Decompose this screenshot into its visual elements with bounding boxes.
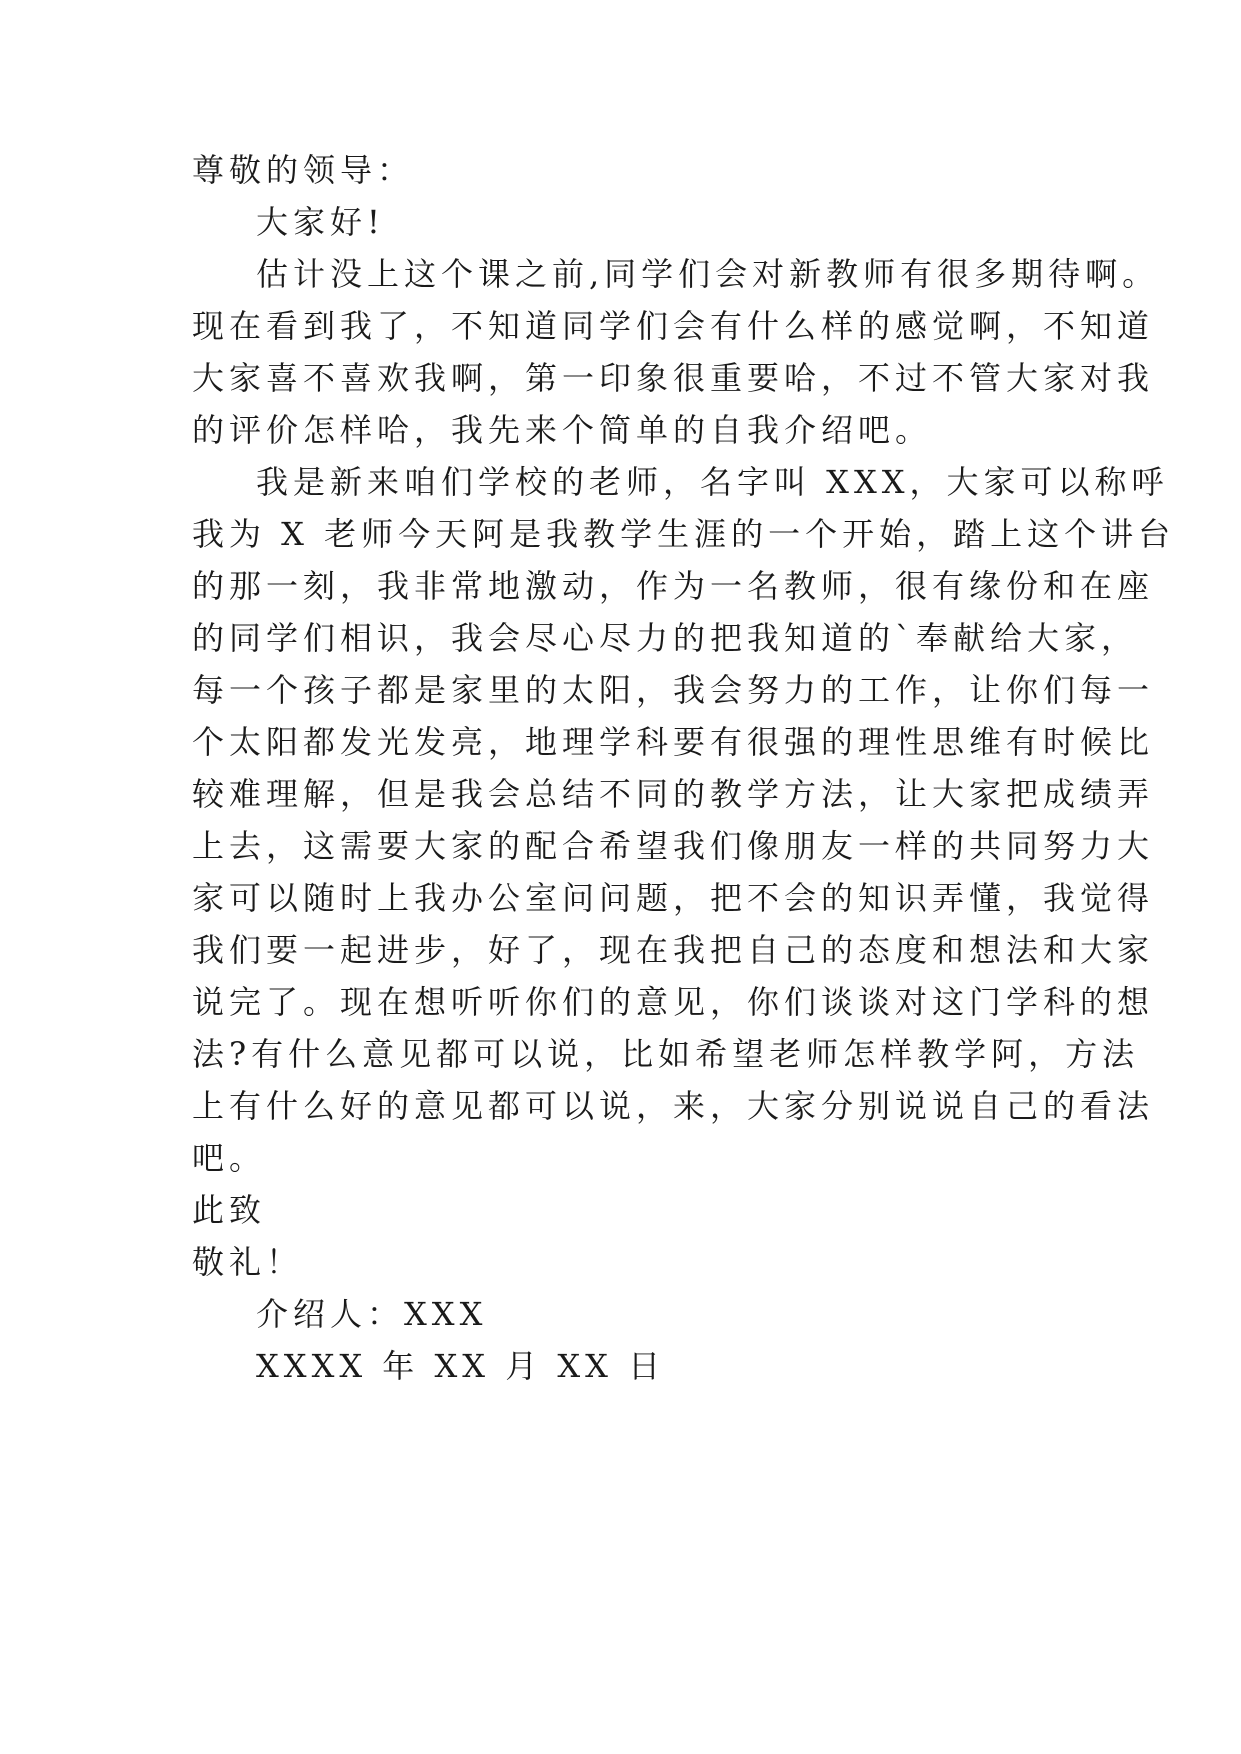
salutation: 尊敬的领导： [192, 151, 415, 189]
paragraph-2-line-4: 的同学们相识，我会尽心尽力的把我知道的`奉献给大家， [192, 619, 1139, 657]
paragraph-2-line-9: 家可以随时上我办公室问问题，把不会的知识弄懂，我觉得 [192, 879, 1155, 917]
closing-jing-li: 敬礼！ [192, 1243, 304, 1281]
paragraph-2-line-3: 的那一刻，我非常地激动，作为一名教师，很有缘份和在座 [192, 567, 1155, 605]
paragraph-2-line-7: 较难理解，但是我会总结不同的教学方法，让大家把成绩弄 [192, 775, 1155, 813]
paragraph-1-line-4: 的评价怎样哈，我先来个简单的自我介绍吧。 [192, 411, 933, 449]
paragraph-1-line-1: 估计没上这个课之前,同学们会对新教师有很多期待啊。 [256, 255, 1160, 293]
paragraph-2-line-8: 上去，这需要大家的配合希望我们像朋友一样的共同努力大 [192, 827, 1155, 865]
paragraph-1-line-3: 大家喜不喜欢我啊，第一印象很重要哈，不过不管大家对我 [192, 359, 1155, 397]
greeting: 大家好! [256, 203, 385, 241]
paragraph-2-line-5: 每一个孩子都是家里的太阳，我会努力的工作，让你们每一 [192, 671, 1155, 709]
date: XXXX 年 XX 月 XX 日 [256, 1347, 666, 1385]
paragraph-2-line-13: 上有什么好的意见都可以说，来，大家分别说说自己的看法 [192, 1087, 1155, 1125]
paragraph-2-line-11: 说完了。现在想听听你们的意见，你们谈谈对这门学科的想 [192, 983, 1155, 1021]
paragraph-2-line-6: 个太阳都发光发亮，地理学科要有很强的理性思维有时候比 [192, 723, 1155, 761]
signature: 介绍人：XXX [256, 1295, 488, 1333]
paragraph-2-line-2: 我为 X 老师今天阿是我教学生涯的一个开始，踏上这个讲台 [192, 515, 1176, 553]
closing-ci-zhi: 此致 [192, 1191, 267, 1229]
paragraph-2-line-10: 我们要一起进步，好了，现在我把自己的态度和想法和大家 [192, 931, 1155, 969]
paragraph-2-line-1: 我是新来咱们学校的老师，名字叫 XXX，大家可以称呼 [256, 463, 1169, 501]
paragraph-2-line-14: 吧。 [192, 1139, 267, 1177]
paragraph-2-line-12: 法?有什么意见都可以说，比如希望老师怎样教学阿，方法 [192, 1035, 1140, 1073]
paragraph-1-line-2: 现在看到我了，不知道同学们会有什么样的感觉啊，不知道 [192, 307, 1155, 345]
